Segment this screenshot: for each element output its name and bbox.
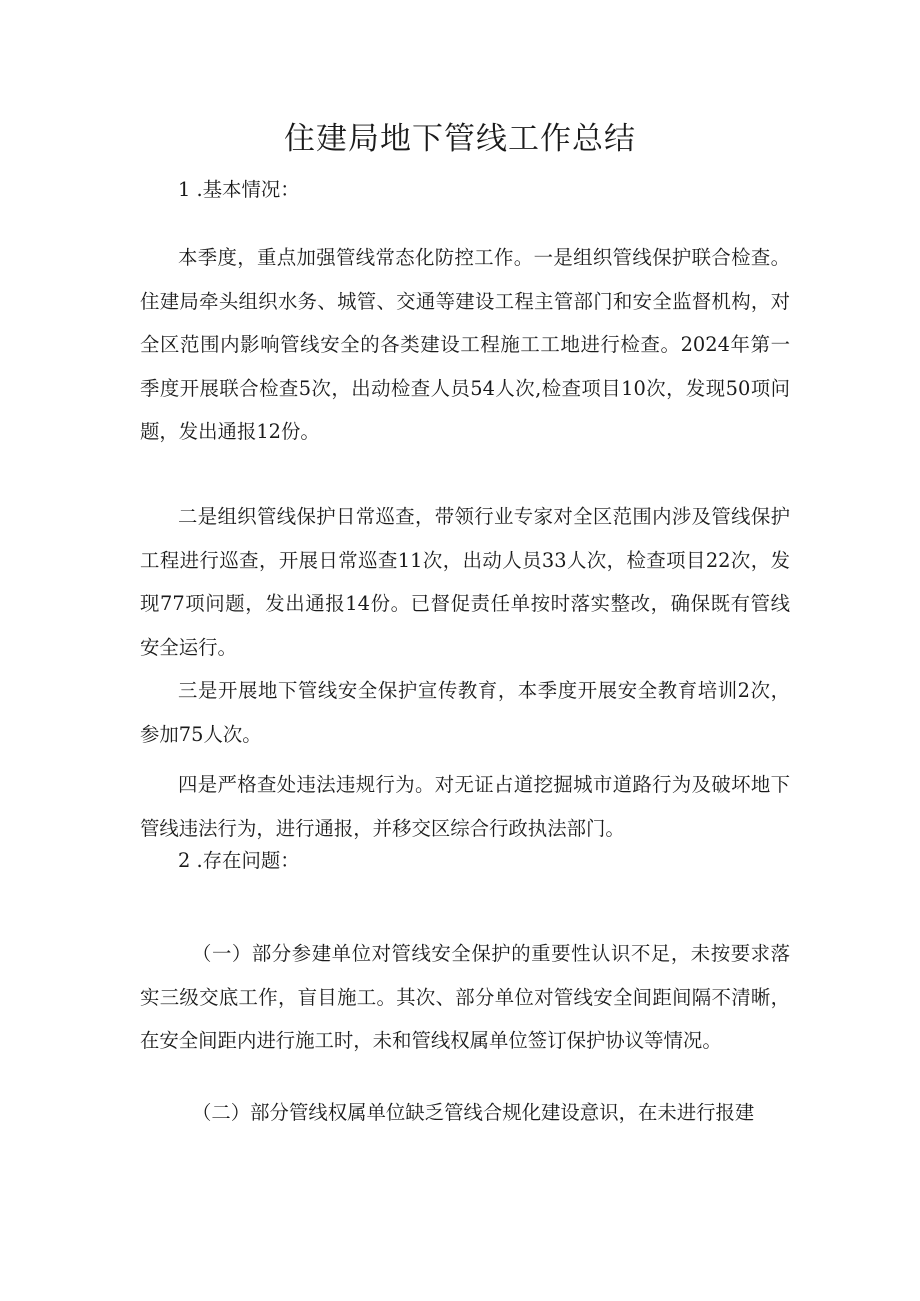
section-heading-basic-situation: 1 .基本情况：: [178, 178, 300, 201]
paragraph-joint-inspection: 本季度，重点加强管线常态化防控工作。一是组织管线保护联合检查。住建局牵头组织水务、城管、交通等建设工程主管部门和安全监督机构，对全区范围内影响管线安全的各类建设工程施工工地进行检查。2024年第一季度开展联合检查5次，出动检查人员54人次,检查项目10次，发现50项问题，发出通报12份。: [140, 246, 790, 443]
paragraph-law-enforcement: 四是严格查处违法违规行为。对无证占道挖掘城市道路行为及破坏地下管线违法行为，进行通报，并移交区综合行政执法部门。: [140, 773, 790, 840]
paragraph-daily-patrol: 二是组织管线保护日常巡查，带领行业专家对全区范围内涉及管线保护工程进行巡查，开展日常巡查11次，出动人员33人次，检查项目22次，发现77项问题，发出通报14份。已督促责任单按时落实整改，确保既有管线安全运行。: [140, 505, 790, 659]
document-title: 住建局地下管线工作总结: [284, 121, 636, 157]
section-heading-existing-problems: 2 .存在问题：: [178, 849, 300, 872]
paragraph-issue-two: （二）部分管线权属单位缺乏管线合规化建设意识，在未进行报建: [192, 1101, 755, 1124]
paragraph-issue-one: （一）部分参建单位对管线安全保护的重要性认识不足，未按要求落实三级交底工作，盲目施工。其次、部分单位对管线安全间距间隔不清晰，在安全间距内进行施工时，未和管线权属单位签订保护协议等情况。: [140, 942, 790, 1052]
paragraph-safety-education: 三是开展地下管线安全保护宣传教育，本季度开展安全教育培训2次，参加75人次。: [140, 679, 790, 746]
